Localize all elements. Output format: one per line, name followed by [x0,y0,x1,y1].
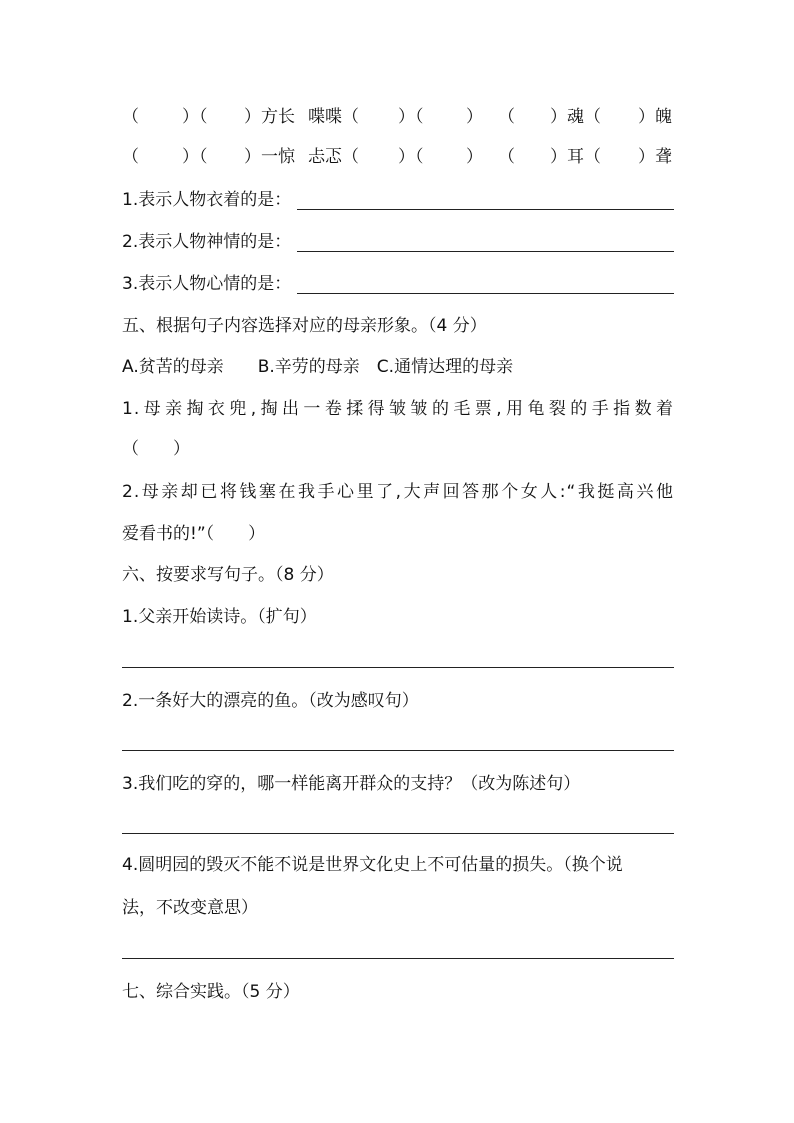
idiom-text: ）（ [182,147,208,167]
idiom-text: （ [122,147,139,167]
idiom-text: ） [466,107,483,127]
section-5-q1-answer: （ ） [122,439,190,459]
question-clothing [122,186,674,212]
section-6-q1: 1.父亲开始读诗。（扩句） [122,607,317,627]
idiom-text: ）（ [182,107,208,127]
section-5-q2-line2: 爱看书的!”（ ） [122,524,266,544]
question-label: 2.表示人物神情的是： [122,232,292,252]
section-5-q1-line1: 1.母亲掏衣兜,掏出一卷揉得皱皱的毛票,用龟裂的手指数着 [122,399,674,419]
section-6-q4-line1: 4.圆明园的毁灭不能不说是世界文化史上不可估量的损失。（换个说 [122,855,623,875]
answer-line[interactable] [122,750,674,751]
answer-line[interactable] [122,667,674,668]
section-6-title: 六、按要求写句子。（8 分） [122,565,334,585]
idiom-text: ）耳（ [550,147,601,167]
idiom-text: ）魄 [638,107,672,127]
question-label: 1.表示人物衣着的是： [122,190,292,210]
idiom-text: （ [122,107,139,127]
section-5-options: A.贫苦的母亲 B.辛劳的母亲 C.通情达理的母亲 [122,357,514,377]
section-6-q2: 2.一条好大的漂亮的鱼。（改为感叹句） [122,691,419,711]
section-6-q4-line2: 法，不改变意思） [122,898,258,918]
section-5-q2-line1: 2.母亲却已将钱塞在我手心里了,大声回答那个女人:“我挺高兴他 [122,482,674,502]
answer-blank[interactable] [297,293,674,294]
idiom-text: ）（ [398,147,424,167]
answer-blank[interactable] [297,209,674,210]
idiom-text: （ [498,147,515,167]
idiom-text: 忐忑（ [308,147,359,167]
idiom-text: ）聋 [638,147,672,167]
idiom-text: ）一惊 [244,147,295,167]
idiom-row-2 [122,145,674,169]
idiom-row-1 [122,105,674,129]
question-label: 3.表示人物心情的是： [122,274,292,294]
idiom-text: ）（ [398,107,424,127]
question-mood [122,270,674,296]
answer-line[interactable] [122,833,674,834]
section-7-title: 七、综合实践。（5 分） [122,982,300,1002]
idiom-text: ）魂（ [550,107,601,127]
answer-line[interactable] [122,958,674,959]
question-expression [122,228,674,254]
answer-blank[interactable] [297,251,674,252]
idiom-text: ） [466,147,483,167]
idiom-text: 喋喋（ [308,107,359,127]
idiom-text: ）方长 [244,107,295,127]
section-5-title: 五、根据句子内容选择对应的母亲形象。（4 分） [122,316,487,336]
idiom-text: （ [498,107,515,127]
section-6-q3: 3.我们吃的穿的，哪一样能离开群众的支持？（改为陈述句） [122,774,581,794]
